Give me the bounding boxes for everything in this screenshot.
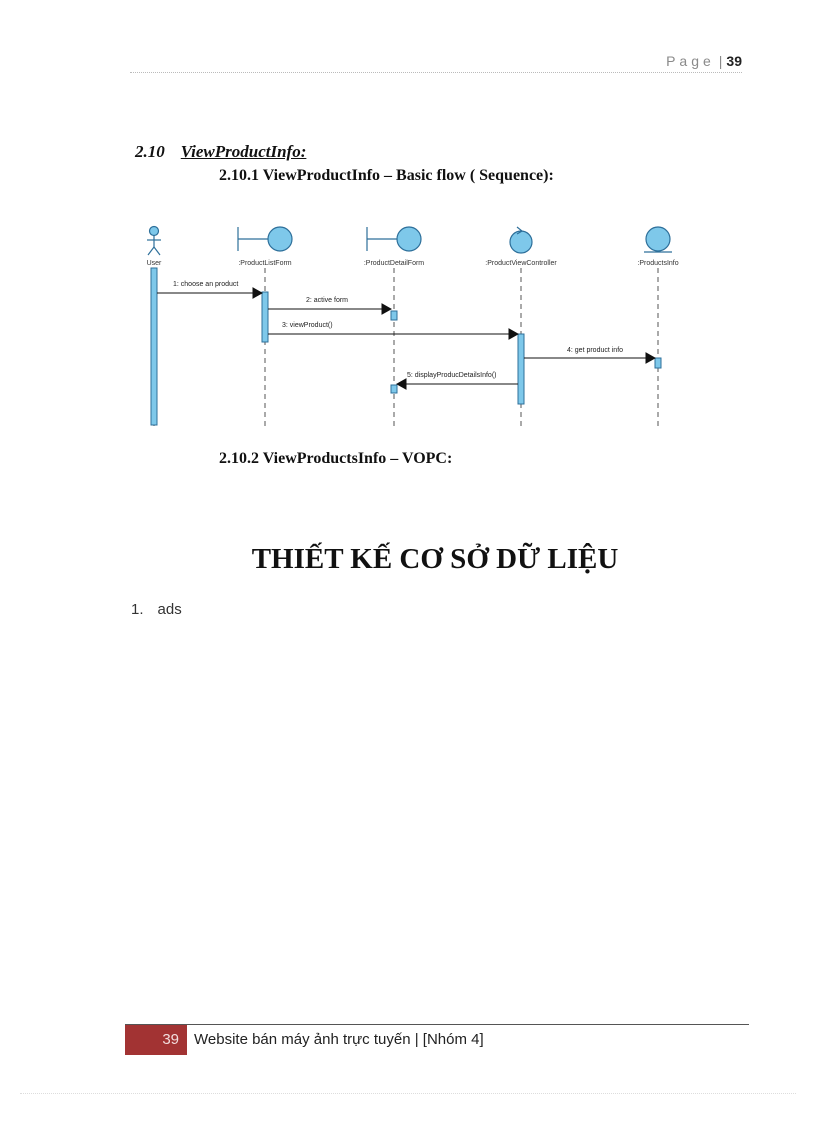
section-name: ViewProductInfo: [180,142,307,161]
subsection-basic-flow: 2.10.1 ViewProductInfo – Basic flow ( Sequence): [219,167,554,184]
message-label-1: 1: choose an product [173,281,239,288]
footer-text: Website bán máy ảnh trực tuyến | [Nhóm 4] [194,1031,484,1048]
message-label-5: 5: displayProducDetailsInfo() [407,372,497,379]
footer-rule [125,1024,749,1025]
lifeline-label-productdetailform: :ProductDetailForm [363,260,425,267]
lifeline-label-productlistform: :ProductListForm [238,260,292,267]
boundary-icon-productdetailform [367,227,421,251]
sequence-diagram [135,215,705,430]
boundary-icon-productlistform [238,227,292,251]
section-title [135,142,306,162]
message-label-3: 3: viewProduct() [282,322,333,329]
control-icon [510,227,532,253]
page-header [666,53,742,69]
lifeline-label-productviewcontroller: :ProductViewController [485,260,557,267]
page-separator: | [718,53,723,69]
message-arrows [157,288,655,389]
bottom-rule [20,1093,796,1094]
actor-icon [147,227,161,256]
footer-page-number: 39 [125,1025,187,1055]
message-label-4: 4: get product info [567,347,624,354]
page-word: Page [666,53,715,69]
header-rule [130,72,742,73]
list-item-text: ads [157,601,182,618]
lifeline-label-user: User [146,260,162,267]
message-label-2: 2: active form [306,297,349,304]
lifeline-label-productsinfo: :ProductsInfo [637,260,679,267]
section-number: 2.10 [135,142,165,161]
list-item-index: 1. [131,601,144,618]
entity-icon [644,227,672,252]
page-number: 39 [726,53,742,69]
subsection-vopc: 2.10.2 ViewProductsInfo – VOPC: [219,450,453,467]
chapter-title: THIẾT KẾ CƠ SỞ DỮ LIỆU [251,543,619,575]
list-item [131,601,182,618]
